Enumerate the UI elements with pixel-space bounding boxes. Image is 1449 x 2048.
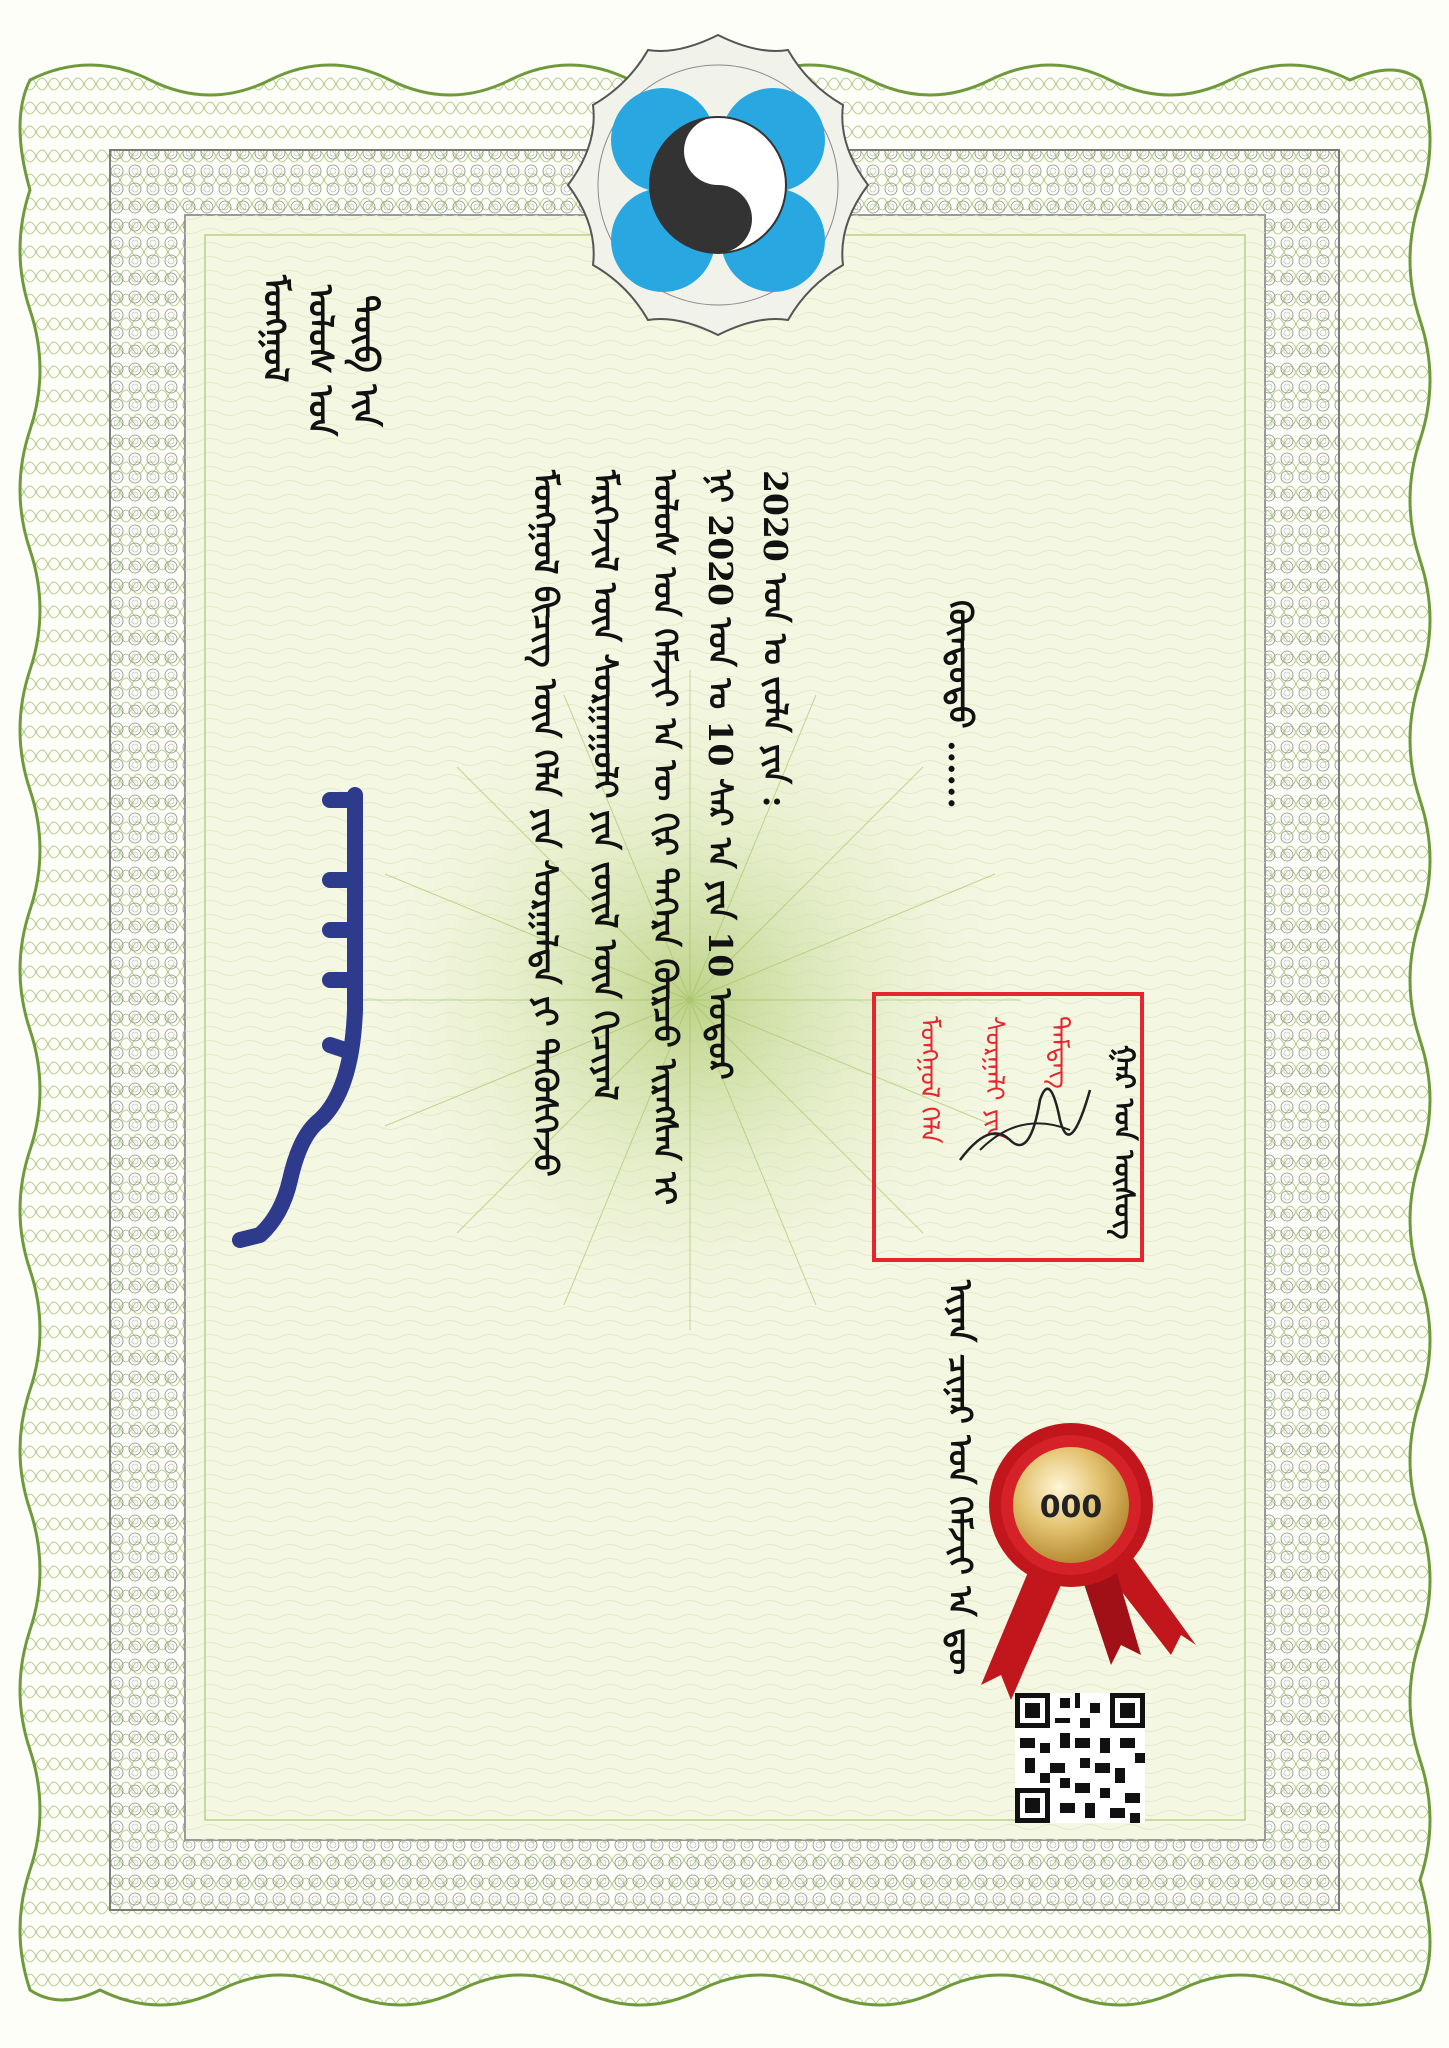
body-line-5: ᠮᠣᠩᠭᠣᠯ ᠪᠢᠴᠢᠭ ᠦᠨ ᠬᠡᠯᠡ ᠶᠢᠨ ᠰᠤᠷᠭᠠᠯᠲᠠ ᠶᠢ ᠲᠡᠭᠦᠰᠬᠡᠵᠦ: [526, 470, 565, 1177]
seal-line-3: ᠲᠡᠮᠳᠡᠭ: [1044, 1016, 1074, 1089]
seal-line-1: ᠮᠣᠩᠭᠣᠯ ᠬᠡᠯᠡ: [914, 1016, 944, 1144]
body-line-4: ᠮᠡᠷᠭᠡᠵᠢᠯ ᠦᠨ ᠰᠤᠷᠭᠠᠭᠤᠯᠢ ᠶᠢᠨ ᠵᠦᠢᠯ ᠦᠨ ᠬᠢᠴᠢᠶᠡᠯ: [586, 470, 625, 1101]
body-line-3: ᠤᠯᠤᠰ ᠤᠨ ᠬᠡᠮᠵᠢᠶ ᠡᠨ ᠦ ᠬᠢᠷ ᠳᠡᠭᠡᠷᠡ ᠬᠦᠷᠴᠦ ᠢᠷᠡᠭᠰᠡᠨ ᠢ: [646, 470, 685, 1206]
signature-label: ᠭᠠᠷ ᠤᠨ ᠦᠰᠦᠭ: [1108, 1045, 1141, 1240]
recipient-tail: ᠢᠶᠡᠨ ᠴᠢᠨᠠᠷ ᠤᠨ ᠬᠡᠮᠵᠢᠶ ᠡᠨ ᠳᠦ: [941, 1280, 980, 1675]
org-name-line-1: ᠮᠣᠩᠭᠣᠯ: [255, 275, 295, 383]
recipient-line: ᠬᠦᠨᠳᠦᠲᠦ ......: [941, 600, 980, 810]
handwritten-signature: [950, 1060, 1100, 1180]
seal-line-2: ᠰᠤᠷᠭᠠᠯᠢ ᠶᠢᠨ: [979, 1016, 1009, 1141]
body-line-2: ᠨᠢ 2020 ᠣᠨ ᠤ 10 ᠰᠠᠷ ᠠ ᠶᠢᠨ 10 ᠤᠳᠤᠷ: [701, 470, 740, 1080]
body-line-1: 2020 ᠣᠨ ᠤ ᠵᠤᠯᠠ ᠶᠢᠨ :: [756, 470, 795, 808]
medal-number: 000: [1039, 1490, 1103, 1525]
calligraphy-title-text: [270, 780, 271, 781]
org-name-line-3: ᠲᠦᠪ ᠢᠨ: [345, 295, 385, 427]
org-name-line-2: ᠤᠯᠤᠰ ᠤᠨ: [300, 285, 340, 437]
qr-code-icon[interactable]: [1015, 1693, 1145, 1823]
